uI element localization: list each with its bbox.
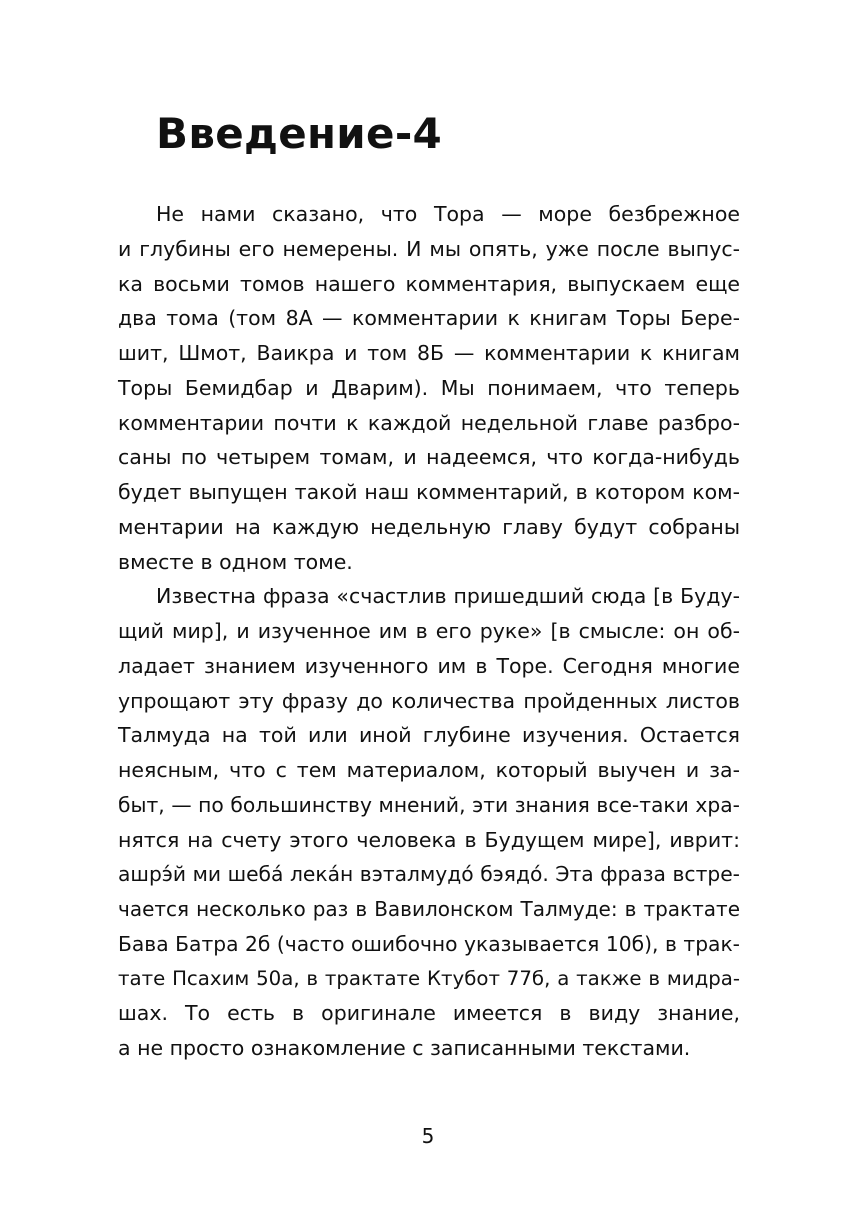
paragraph-1 bbox=[118, 197, 740, 579]
text-line: Торы Бемидбар и Дварим). Мы понимаем, что теперь bbox=[118, 375, 740, 400]
text-line: Не нами сказано, что Тора — море безбрежное bbox=[156, 202, 740, 226]
text-line: шах. То есть в оригинале имеется в виду знание, bbox=[118, 1001, 740, 1026]
page-title: Введение-4 bbox=[156, 109, 443, 158]
body-text bbox=[118, 197, 740, 1066]
text-line: чается несколько раз в Вавилонском Талмуде: в трактате bbox=[118, 897, 740, 921]
text-line: саны по четырем томам, и надеемся, что когда-нибудь bbox=[118, 445, 740, 470]
text-line: ка восьми томов нашего комментария, выпускаем еще bbox=[118, 271, 740, 296]
text-line: Бава Батра 2б (часто ошибочно указывается 10б), в трак- bbox=[118, 931, 740, 956]
text-line: ладает знанием изученного им в Торе. Сегодня многие bbox=[118, 653, 740, 678]
text-line: ашрэ́й ми шеба́ лека́н вэталмудо́ бэядо́. Эта фраза встре- bbox=[118, 862, 740, 887]
text-line: комментарии почти к каждой недельной главе разбро- bbox=[118, 410, 740, 435]
text-line: Талмуда на той или иной глубине изучения. Остается bbox=[118, 723, 740, 748]
text-line: шит, Шмот, Ваикра и том 8Б — комментарии к книгам bbox=[118, 341, 740, 365]
text-line: два тома (том 8А — комментарии к книгам Торы Бере- bbox=[118, 306, 740, 331]
text-line: а не просто ознакомление с записанными текстами. bbox=[118, 1036, 691, 1060]
text-line: неясным, что с тем материалом, который выучен и за- bbox=[118, 758, 740, 782]
text-line: быт, — по большинству мнений, эти знания все-таки хра- bbox=[118, 792, 740, 817]
text-line: будет выпущен такой наш комментарий, в котором ком- bbox=[118, 480, 740, 504]
text-line: и глубины его немерены. И мы опять, уже после выпус- bbox=[118, 236, 740, 261]
text-line: Известна фраза «счастлив пришедший сюда [в Буду- bbox=[156, 584, 740, 609]
text-line: нятся на счету этого человека в Будущем мире], иврит: bbox=[118, 827, 740, 852]
text-line: тате Псахим 50а, в трактате Ктубот 77б, а также в мидра- bbox=[118, 966, 740, 990]
text-line: вместе в одном томе. bbox=[118, 549, 353, 574]
text-line: ментарии на каждую недельную главу будут собраны bbox=[118, 514, 740, 539]
text-line: упрощают эту фразу до количества пройденных листов bbox=[118, 688, 740, 713]
paragraph-2 bbox=[118, 579, 740, 1066]
text-line: щий мир], и изученное им в его руке» [в смысле: он об- bbox=[118, 619, 740, 643]
page-number: 5 bbox=[421, 1124, 435, 1148]
